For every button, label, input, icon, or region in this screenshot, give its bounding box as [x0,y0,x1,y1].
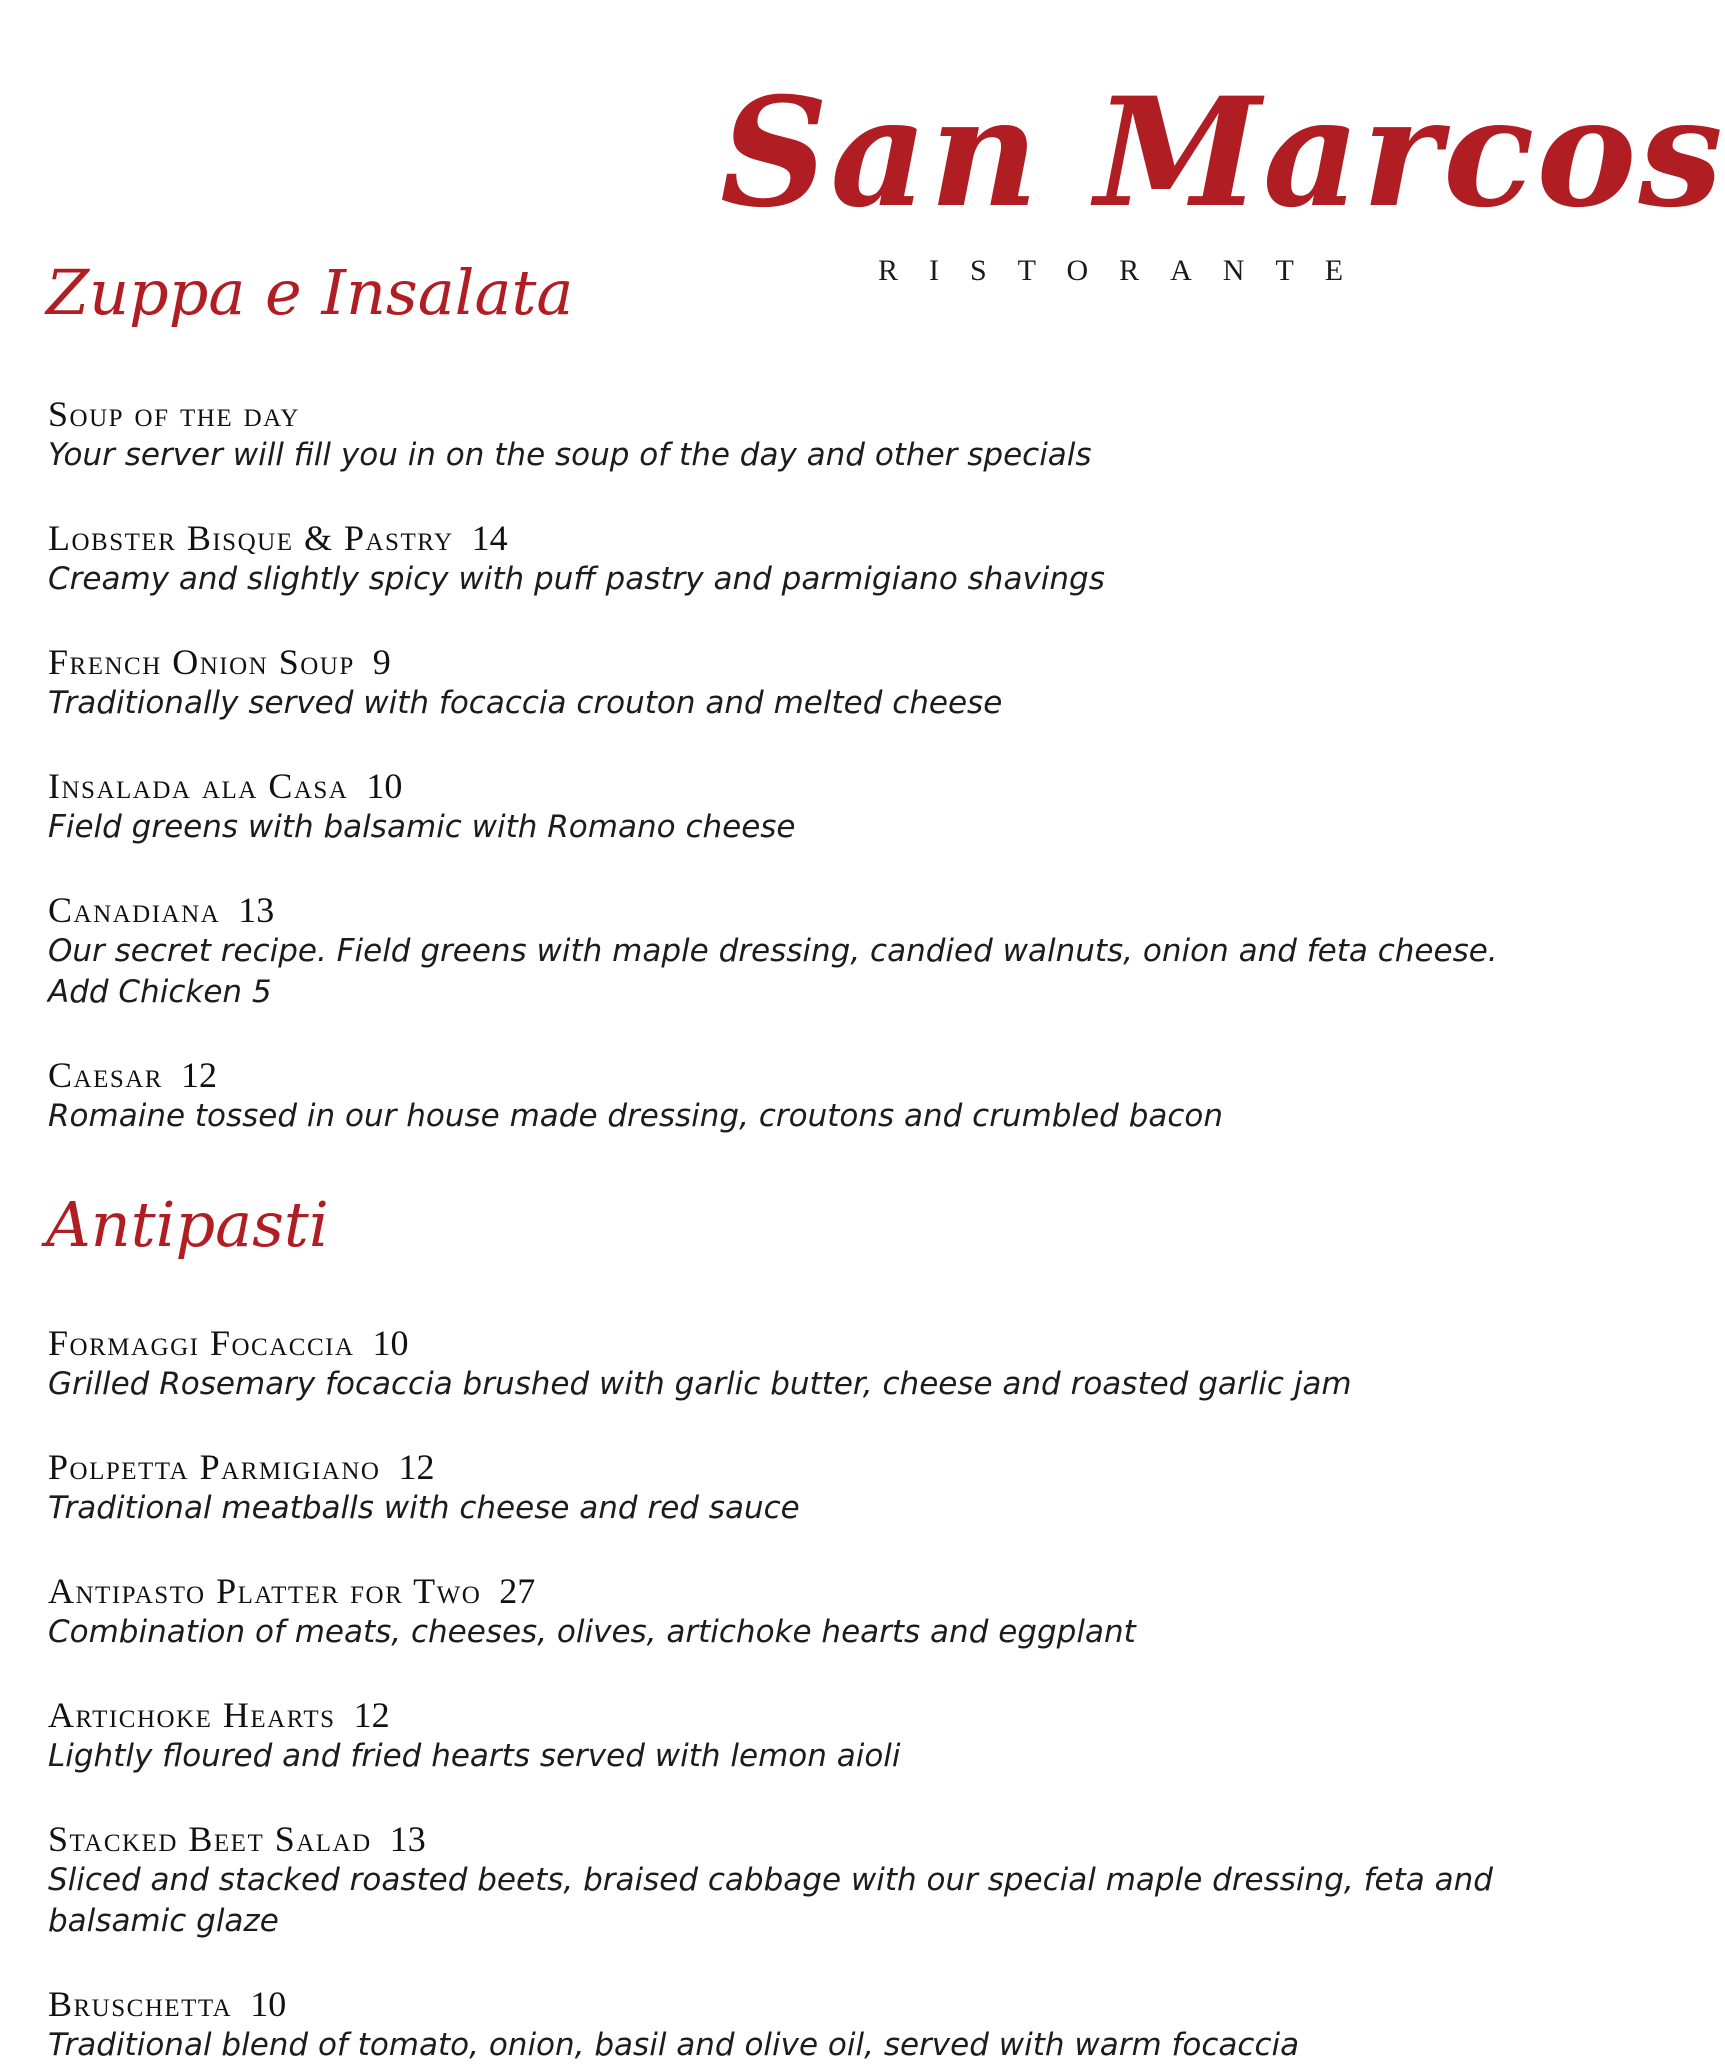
menu-item [48,393,1498,476]
menu-item [48,517,1498,600]
item-name: Artichoke Hearts [48,1695,336,1735]
item-name: Antipasto Platter for Two [48,1571,482,1611]
item-description: Lightly floured and fried hearts served with lemon aioli [48,1738,901,1774]
item-price: 13 [238,890,275,930]
section-title-antipasti: Antipasti [46,1188,329,1261]
item-price: 12 [353,1695,390,1735]
item-price: 12 [180,1055,217,1095]
menu-item [48,1570,1498,1653]
item-price: 13 [389,1819,426,1859]
item-description: Creamy and slightly spicy with puff pastry and parmigiano shavings [48,561,1105,597]
item-name: Canadiana [48,890,221,930]
menu-item [48,1054,1498,1137]
item-name: Caesar [48,1055,163,1095]
item-description: Romaine tossed in our house made dressing, croutons and crumbled bacon [48,1098,1224,1134]
item-name: Bruschetta [48,1984,233,2024]
restaurant-subtitle: RISTORANTE [878,254,1375,287]
item-name: Soup of the day [48,394,300,434]
item-price: 27 [499,1571,536,1611]
item-description: Grilled Rosemary focaccia brushed with garlic butter, cheese and roasted garlic jam [48,1366,1352,1402]
menu-item [48,765,1498,848]
item-description: Traditional meatballs with cheese and red sauce [48,1490,800,1526]
item-price: 10 [366,766,403,806]
item-name: Insalada ala Casa [48,766,349,806]
menu-item [48,641,1498,724]
item-description: Field greens with balsamic with Romano cheese [48,809,796,845]
menu-item [48,1818,1498,1942]
menu-item [48,1446,1498,1529]
section-title-zuppa: Zuppa e Insalata [46,256,574,329]
item-description: Traditionally served with focaccia crouton and melted cheese [48,685,1003,721]
item-description: Traditional blend of tomato, onion, basil and olive oil, served with warm focaccia [48,2027,1300,2063]
restaurant-name: San Marcos [720,65,1725,241]
item-price: 10 [372,1323,409,1363]
item-name: Polpetta Parmigiano [48,1447,381,1487]
item-description: Your server will fill you in on the soup of the day and other specials [48,437,1092,473]
item-name: Formaggi Focaccia [48,1323,355,1363]
item-description: Sliced and stacked roasted beets, braised cabbage with our special maple dressing, feta and balsamic glaze [48,1862,1493,1939]
item-price: 10 [250,1984,287,2024]
menu-item [48,1983,1498,2066]
item-price: 14 [471,518,508,558]
item-name: Lobster Bisque & Pastry [48,518,454,558]
item-price: 12 [398,1447,435,1487]
item-name: Stacked Beet Salad [48,1819,372,1859]
item-name: French Onion Soup [48,642,355,682]
menu-item [48,1694,1498,1777]
menu-item [48,1322,1498,1405]
item-price: 9 [372,642,391,682]
menu-item [48,889,1498,1013]
item-description: Combination of meats, cheeses, olives, artichoke hearts and eggplant [48,1614,1136,1650]
item-description: Our secret recipe. Field greens with maple dressing, candied walnuts, onion and feta cheese. Add Chicken 5 [48,933,1498,1010]
